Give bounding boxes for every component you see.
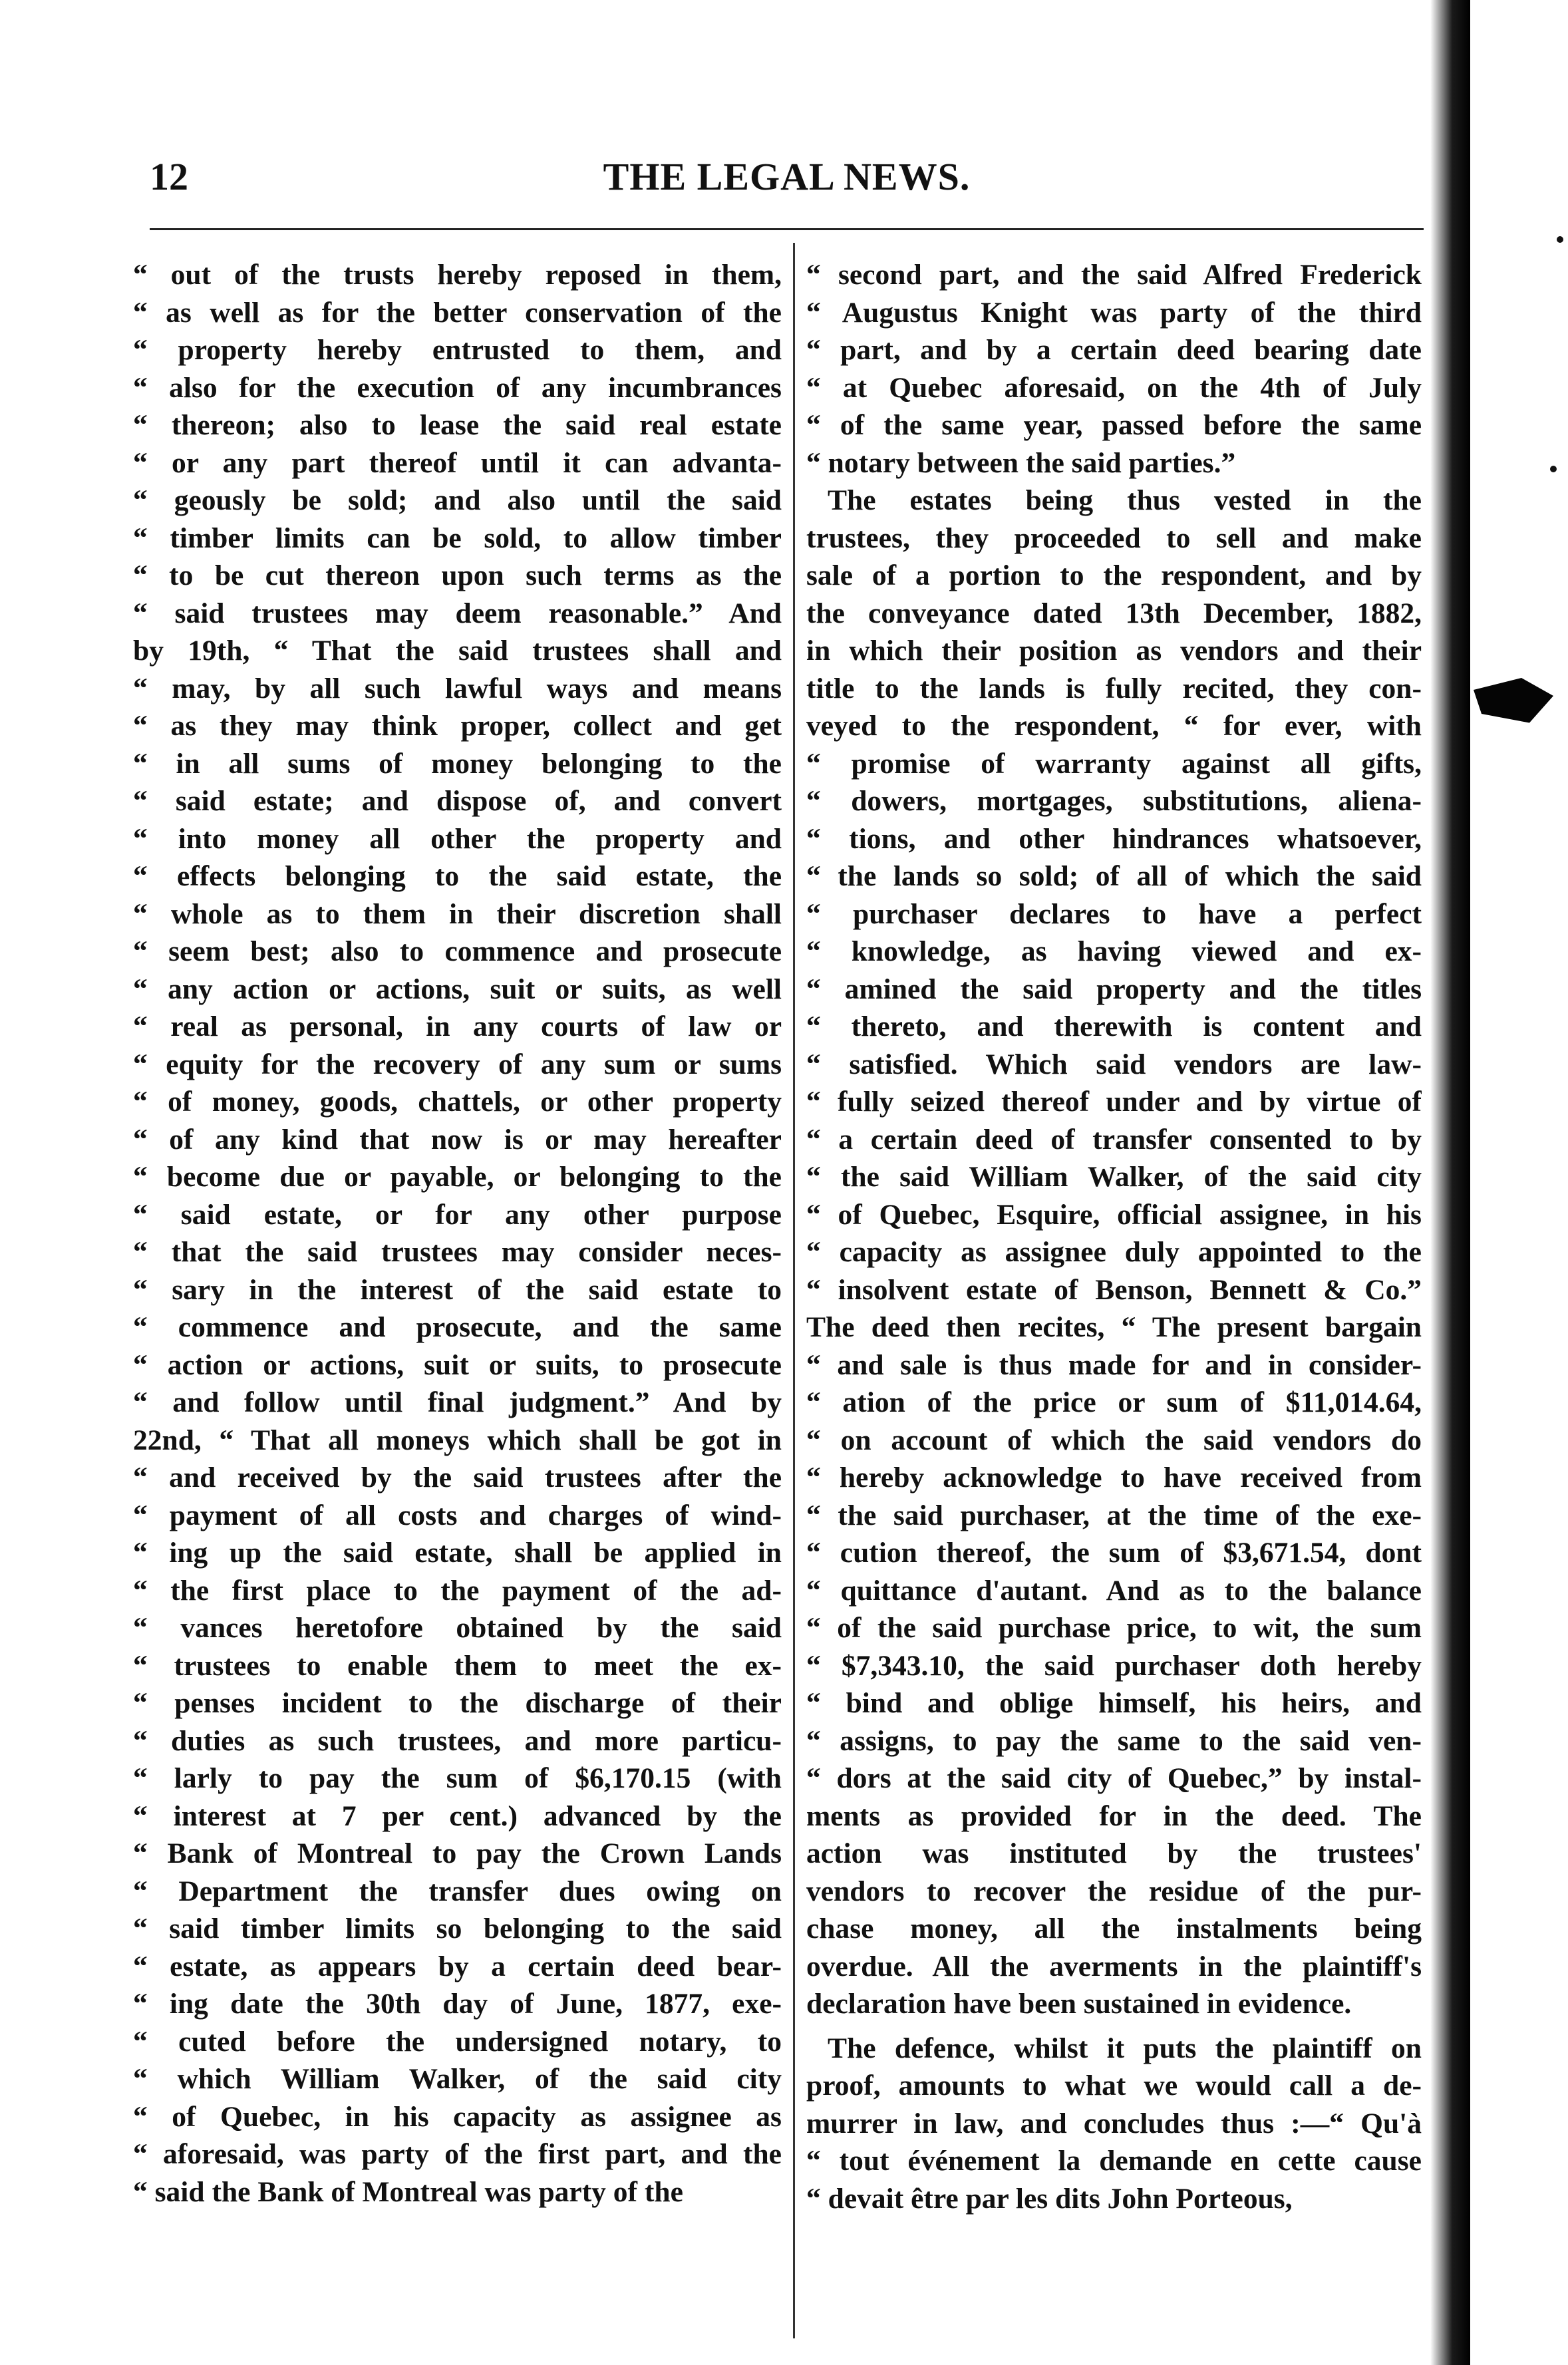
text-line: “ in all sums of money belonging to the — [133, 747, 782, 780]
text-line: “ Department the transfer dues owing on — [133, 1875, 782, 1907]
text-line: “ any action or actions, suit or suits, as well — [133, 973, 782, 1005]
text-line: title to the lands is fully recited, they con- — [806, 672, 1422, 705]
text-line: “ as they may think proper, collect and get — [133, 710, 782, 742]
text-line: “ equity for the recovery of any sum or sums — [133, 1048, 782, 1080]
text-line: “ duties as such trustees, and more particu- — [133, 1724, 782, 1757]
page-header — [150, 154, 1424, 208]
text-line: “ a certain deed of transfer consented to by — [806, 1123, 1422, 1156]
text-line: “ ing up the said estate, shall be applied in — [133, 1537, 782, 1569]
text-line: “ and follow until final judgment.” And by — [133, 1386, 782, 1418]
text-line: chase money, all the instalments being — [806, 1913, 1422, 1945]
text-line: “ said estate, or for any other purpose — [133, 1198, 782, 1231]
text-line: “ thereto, and therewith is content and — [806, 1011, 1422, 1042]
text-line: “ promise of warranty against all gifts, — [806, 747, 1422, 780]
text-line: “ interest at 7 per cent.) advanced by the — [133, 1800, 782, 1832]
text-line: “ payment of all costs and charges of wind- — [133, 1499, 782, 1531]
text-line: The deed then recites, “ The present bargain — [806, 1311, 1422, 1343]
text-line: “ Bank of Montreal to pay the Crown Lands — [133, 1837, 782, 1869]
text-line: trustees, they proceeded to sell and make — [806, 522, 1422, 554]
text-line: “ action or actions, suit or suits, to prosecute — [133, 1348, 782, 1381]
text-line: “ as well as for the better conservation of the — [133, 296, 782, 329]
text-line: “ effects belonging to the said estate, the — [133, 860, 782, 892]
text-line: overdue. All the averments in the plaintiff's — [806, 1950, 1422, 1982]
text-line: “ sary in the interest of the said estate to — [133, 1273, 782, 1306]
text-line: “ assigns, to pay the same to the said ven- — [806, 1724, 1422, 1757]
text-line: “ the said purchaser, at the time of the exe- — [806, 1499, 1422, 1531]
text-line: “ also for the execution of any incumbrances — [133, 371, 782, 404]
text-line: “ dowers, mortgages, substitutions, aliena- — [806, 785, 1422, 817]
text-line: “ part, and by a certain deed bearing date — [806, 334, 1422, 366]
text-line: “ said estate; and dispose of, and convert — [133, 785, 782, 817]
text-line: ments as provided for in the deed. The — [806, 1800, 1422, 1832]
text-line: “ or any part thereof until it can advanta- — [133, 446, 782, 479]
text-line: “ thereon; also to lease the said real estate — [133, 409, 782, 441]
right-column — [806, 256, 1422, 2217]
text-line: 22nd, “ That all moneys which shall be got in — [133, 1424, 782, 1456]
text-line: “ fully seized thereof under and by virtue of — [806, 1086, 1422, 1118]
text-line: “ of money, goods, chattels, or other property — [133, 1086, 782, 1118]
text-line: “ tout événement la demande en cette cause — [806, 2145, 1422, 2177]
text-line: “ larly to pay the sum of $6,170.15 (with — [133, 1762, 782, 1794]
text-line: “ cuted before the undersigned notary, to — [133, 2025, 782, 2058]
text-line: “ second part, and the said Alfred Frederick — [806, 259, 1422, 291]
header-rule — [150, 228, 1424, 230]
text-line: “ Augustus Knight was party of the third — [806, 296, 1422, 329]
text-line: “ $7,343.10, the said purchaser doth hereby — [806, 1649, 1422, 1682]
text-line: veyed to the respondent, “ for ever, with — [806, 710, 1422, 742]
page-edge-mark — [1474, 672, 1553, 732]
text-line: “ commence and prosecute, and the same — [133, 1311, 782, 1343]
text-line: “ of the said purchase price, to wit, the sum — [806, 1612, 1422, 1644]
left-column — [133, 256, 782, 2211]
text-line: “ become due or payable, or belonging to the — [133, 1161, 782, 1193]
text-line: “ vances heretofore obtained by the said — [133, 1612, 782, 1644]
text-line: “ which William Walker, of the said city — [133, 2063, 782, 2095]
text-line: “ said the Bank of Montreal was party of the — [133, 2175, 683, 2208]
text-line: “ dors at the said city of Quebec,” by instal- — [806, 1762, 1422, 1794]
page-number: 12 — [150, 155, 188, 198]
column-divider — [793, 243, 795, 2338]
text-line: “ ation of the price or sum of $11,014.64, — [806, 1386, 1422, 1418]
text-line: “ at Quebec aforesaid, on the 4th of July — [806, 371, 1422, 404]
text-line: “ of Quebec, Esquire, official assignee, in his — [806, 1198, 1422, 1231]
text-line: The estates being thus vested in the — [828, 484, 1422, 516]
text-line: “ may, by all such lawful ways and means — [133, 672, 782, 705]
text-line: “ out of the trusts hereby reposed in them, — [133, 259, 782, 291]
text-line: “ and sale is thus made for and in consider- — [806, 1348, 1422, 1381]
text-line: “ seem best; also to commence and prosecute — [133, 935, 782, 967]
text-line: “ quittance d'autant. And as to the balance — [806, 1574, 1422, 1607]
text-line: “ of the same year, passed before the same — [806, 409, 1422, 441]
text-line: murrer in law, and concludes thus :—“ Qu'à — [806, 2107, 1422, 2139]
text-line: “ satisfied. Which said vendors are law- — [806, 1048, 1422, 1080]
text-line: “ notary between the said parties.” — [806, 446, 1236, 479]
text-line: “ that the said trustees may consider neces- — [133, 1236, 782, 1268]
text-line: sale of a portion to the respondent, and by — [806, 559, 1422, 591]
text-line: “ the lands so sold; of all of which the said — [806, 860, 1422, 892]
text-line: “ on account of which the said vendors do — [806, 1424, 1422, 1456]
text-line: declaration have been sustained in evidence. — [806, 1988, 1352, 2020]
text-line: “ said trustees may deem reasonable.” And — [133, 597, 782, 629]
text-line: “ hereby acknowledge to have received from — [806, 1462, 1422, 1494]
text-line: “ capacity as assignee duly appointed to the — [806, 1236, 1422, 1268]
text-line: “ estate, as appears by a certain deed bear- — [133, 1950, 782, 1982]
text-line: “ whole as to them in their discretion shall — [133, 897, 782, 930]
text-line: “ the said William Walker, of the said city — [806, 1161, 1422, 1193]
text-line: the conveyance dated 13th December, 1882, — [806, 597, 1422, 629]
text-line: in which their position as vendors and their — [806, 635, 1422, 667]
text-line: “ aforesaid, was party of the first part, and the — [133, 2138, 782, 2170]
text-line: action was instituted by the trustees' — [806, 1837, 1422, 1869]
text-line: “ ing date the 30th day of June, 1877, exe- — [133, 1988, 782, 2020]
text-line: “ bind and oblige himself, his heirs, and — [806, 1687, 1422, 1719]
text-line: “ trustees to enable them to meet the ex- — [133, 1649, 782, 1682]
text-line: “ the first place to the payment of the ad- — [133, 1574, 782, 1607]
text-line: “ penses incident to the discharge of their — [133, 1687, 782, 1719]
text-line: “ insolvent estate of Benson, Bennett & Co.” — [806, 1273, 1422, 1306]
text-line: “ said timber limits so belonging to the said — [133, 1913, 782, 1945]
running-title: THE LEGAL NEWS. — [603, 155, 971, 198]
text-line: “ amined the said property and the titles — [806, 973, 1422, 1005]
text-line: by 19th, “ That the said trustees shall and — [133, 635, 782, 667]
text-line: “ and received by the said trustees after the — [133, 1462, 782, 1494]
scanned-page-edge — [1430, 0, 1470, 2365]
margin-mark — [1557, 236, 1563, 243]
text-line: “ purchaser declares to have a perfect — [806, 897, 1422, 930]
text-line: “ to be cut thereon upon such terms as the — [133, 559, 782, 591]
text-line: vendors to recover the residue of the pur- — [806, 1875, 1422, 1907]
text-line: “ property hereby entrusted to them, and — [133, 334, 782, 366]
text-line: “ geously be sold; and also until the said — [133, 484, 782, 516]
text-line: “ knowledge, as having viewed and ex- — [806, 935, 1422, 967]
text-line: The defence, whilst it puts the plaintiff on — [828, 2032, 1422, 2064]
text-line: “ real as personal, in any courts of law or — [133, 1011, 782, 1042]
text-line: “ tions, and other hindrances whatsoever, — [806, 822, 1422, 855]
text-line: “ of Quebec, in his capacity as assignee as — [133, 2100, 782, 2133]
text-line: “ devait être par les dits John Porteous, — [806, 2182, 1293, 2215]
text-line: “ into money all other the property and — [133, 822, 782, 855]
text-line: proof, amounts to what we would call a de- — [806, 2070, 1422, 2102]
text-line: “ of any kind that now is or may hereafter — [133, 1123, 782, 1156]
margin-mark — [1550, 466, 1557, 472]
text-line: “ timber limits can be sold, to allow timber — [133, 522, 782, 554]
text-line: “ cution thereof, the sum of $3,671.54, dont — [806, 1537, 1422, 1569]
